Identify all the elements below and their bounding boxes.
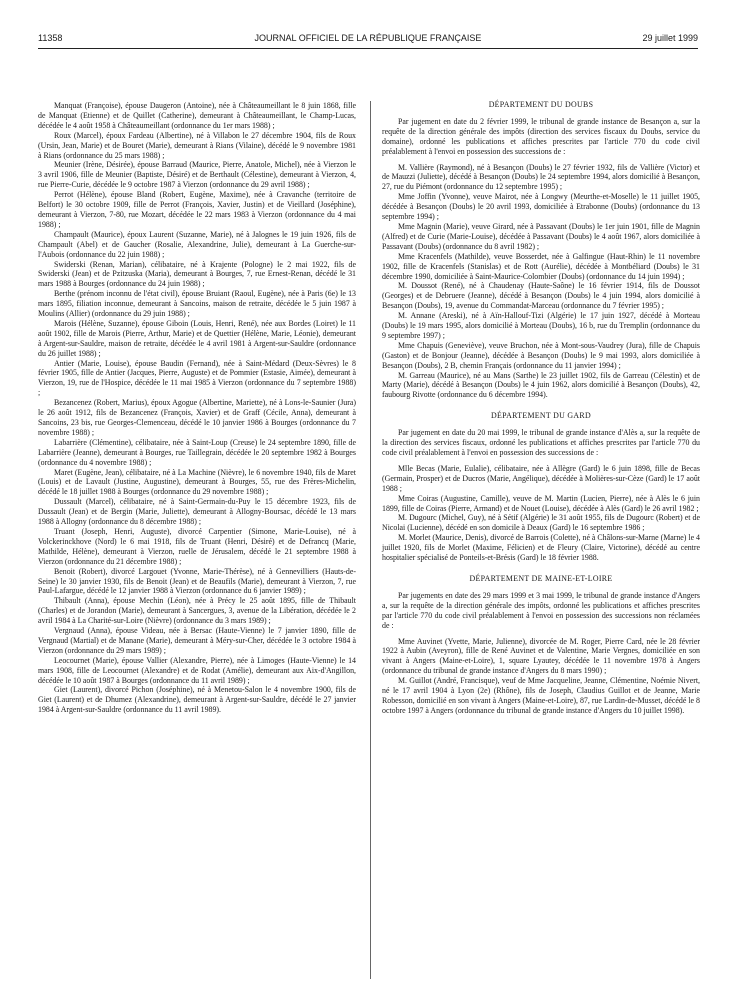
department-section <box>382 411 700 563</box>
succession-entry: Mme Chapuis (Geneviève), veuve Bruchon, née à Mont-sous-Vaudrey (Jura), fille de Chapuis (Gaston) et de Bonjour (Jeanne), décédée à Besançon (Doubs) le 9 mai 1993, alors domiciliée à Besançon (Doubs), 2 B, chemin Français (ordonnance du 11 janvier 1994) ; <box>382 340 700 370</box>
succession-entry: M. Doussot (René), né à Chaudenay (Haute-Saône) le 16 février 1914, fils de Doussot (Georges) et de Debruere (Jeanne), décédé à Besançon (Doubs) le 4 juin 1994, alors domicilié à Besançon (Doubs), 19, avenue du Commandat-Marceau (ordonnance du 7 février 1995) ; <box>382 281 700 311</box>
succession-entry: M. Morlet (Maurice, Denis), divorcé de Barrois (Colette), né à Châlons-sur-Marne (Marne) le 4 juillet 1920, fils de Morlet (Maxime, Félicien) et de Fleury (Claire, Victorine), décédé au centre hospitalier spécialisé de Ponteils-et-Brésis (Gard) le 18 février 1988. <box>382 533 700 563</box>
judgment-intro: Par jugement en date du 20 mai 1999, le tribunal de grande instance d'Alès a, sur la requête de la direction des services fiscaux, ordonné les publications et affiches prescrites par l'article 770 du code civil préalablement à l'envoi en possession des successions de : <box>382 428 700 457</box>
issue-date: 29 juillet 1999 <box>642 33 698 43</box>
succession-entry: Labarrière (Clémentine), célibataire, née à Saint-Loup (Creuse) le 24 septembre 1890, fille de Labarrière (Jeanne), demeurant à Bourges, rue Taillegrain, décédée le 20 septembre 1982 à Bourges (ordonnance du 4 novembre 1988) ; <box>38 437 356 467</box>
column-divider <box>370 101 371 979</box>
page-number: 11358 <box>38 33 63 43</box>
succession-entry: Berthe (prénom inconnu de l'état civil), épouse Bruiant (Raoul, Eugène), née à Paris (6e) le 13 mars 1895, filiation inconnue, demeurant à Sancoins, maison de retraite, décédée le 5 juin 1987 à Moulins (Allier) (ordonnance du 29 juin 1988) ; <box>38 289 356 319</box>
succession-entry: Mme Coiras (Augustine, Camille), veuve de M. Martin (Lucien, Pierre), née à Alès le 6 juin 1899, fille de Coiras (Pierre, Armand) et de Nouet (Louise), décédée à Alès (Gard) le 26 avril 1982 ; <box>382 493 700 513</box>
judgment-intro: Par jugement en date du 2 février 1999, le tribunal de grande instance de Besançon a, sur la requête de la direction générale des impôts (direction des services fiscaux du Doubs, service du domaine), ordonné les publications et affiches prescrites par l'article 770 du code civil préalablement à l'envoi en possession des successions de : <box>382 116 700 156</box>
succession-entry: M. Garreau (Maurice), né au Mans (Sarthe) le 23 juillet 1902, fils de Garreau (Célestin) et de Marty (Marie), décédé à Besançon (Doubs) le 4 juin 1962, alors domicilié à Besançon (Doubs), 42, faubourg Rivotte (ordonnance du 6 décembre 1994). <box>382 370 700 400</box>
succession-entry: M. Vallière (Raymond), né à Besançon (Doubs) le 27 février 1932, fils de Vallière (Victor) et de Mauzzi (Juliette), décédé à Besançon (Doubs) le 24 septembre 1994, alors domicilié à Besançon, 27, rue du Piémont (ordonnance du 12 septembre 1995) ; <box>382 162 700 192</box>
succession-entry: Leocournet (Marie), épouse Vallier (Alexandre, Pierre), née à Limoges (Haute-Vienne) le 14 mars 1908, fille de Leocournet (Alexandre) et de Rodat (Amélie), demeurant aux Aix-d'Angillon, décédée le 10 août 1987 à Bourges (ordonnance du 11 avril 1989) ; <box>38 655 356 685</box>
judgment-intro: Par jugements en date des 29 mars 1999 et 3 mai 1999, le tribunal de grande instance d'Angers a, sur la requête de la direction générale des impôts, ordonné les publications et affiches prescrites par l'article 770 du code civil préalablement à l'envoi en possession des successions non réclamées de : <box>382 590 700 630</box>
succession-entry: Maret (Eugène, Jean), célibataire, né à La Machine (Nièvre), le 6 novembre 1940, fils de Maret (Louis) et de Lavault (Justine, Augustine), demeurant à Bourges, 55, rue des Frères-Michelin, décédé le 18 juillet 1988 à Bourges (ordonnance du 29 novembre 1988) ; <box>38 467 356 497</box>
succession-entry: Vergnaud (Anna), épouse Videau, née à Bersac (Haute-Vienne) le 7 janvier 1890, fille de Vergnaud (Martial) et de Manane (Marie), demeurant à Méry-sur-Cher, décédée le 3 octobre 1984 à Vierzon (ordonnance du 29 mars 1989) ; <box>38 626 356 655</box>
succession-entry: Roux (Marcel), époux Fardeau (Albertine), né à Villabon le 27 décembre 1904, fils de Roux (Ursin, Jean, Marie) et de Bouret (Marie), demeurant à Rians (Vilaine), décédé le 9 novembre 1981 à Rians (ordonnance du 25 mars 1988) ; <box>38 130 356 160</box>
journal-title: JOURNAL OFFICIEL DE LA RÉPUBLIQUE FRANÇAISE <box>254 33 482 43</box>
succession-entry: Mme Magnin (Marie), veuve Girard, née à Passavant (Doubs) le 1er juin 1901, fille de Magnin (Alfred) et de Curie (Marie-Louise), décédée à Passavant (Doubs) le 4 août 1967, alors domiciliée à Passavant (Doubs) (ordonnance du 8 avril 1982) ; <box>382 221 700 251</box>
succession-entry: Mme Kracenfels (Mathilde), veuve Bosserdet, née à Galfingue (Haut-Rhin) le 11 novembre 1902, fille de Kracenfels (Stanislas) et de Rott (Aurélie), décédée à Montbéliard (Doubs) le 31 décembre 1990, domiciliée à Saint-Maurice-Colombier (Doubs) (ordonnance du 14 juin 1994) ; <box>382 251 700 281</box>
department-heading: DÉPARTEMENT DE MAINE-ET-LOIRE <box>469 573 613 583</box>
department-section <box>382 100 700 400</box>
succession-entry: Giet (Laurent), divorcé Pichon (Joséphine), né à Menetou-Salon le 4 novembre 1900, fils de Giet (Laurent) et de Dhumez (Alexandrine), demeurant à Argent-sur-Sauldre, décédé le 27 janvier 1984 à Argent-sur-Sauldre (ordonnance du 11 avril 1989). <box>38 685 356 715</box>
header-rule <box>38 48 698 49</box>
department-heading: DÉPARTEMENT DU GARD <box>491 411 591 421</box>
succession-entry: Antier (Marie, Louise), épouse Baudin (Fernand), née à Saint-Médard (Deux-Sèvres) le 8 février 1905, fille de Antier (Jacques, Pierre, Auguste) et de Pommier (Estasie, Aimée), demeurant à Vierzon, 19, rue de l'Hospice, décédée le 11 mai 1985 à Vierzon (ordonnance du 7 septembre 1988) ; <box>38 358 356 398</box>
right-column <box>382 100 700 727</box>
left-column <box>38 101 356 715</box>
succession-entry: Mme Auvinet (Yvette, Marie, Julienne), divorcée de M. Roger, Pierre Card, née le 28 février 1922 à Aubin (Aveyron), fille de René Auvinet et de Valentine, Marie Vergnes, domiciliée en son vivant à Angers (Maine-et-Loire), 1, square Lyautey, décédée le 11 novembre 1978 à Angers (ordonnance du tribunal de grande instance d'Angers du 8 mars 1990) ; <box>382 636 700 676</box>
succession-entry: Meunier (Irène, Désirée), épouse Barraud (Maurice, Pierre, Anatole, Michel), née à Vierzon le 3 avril 1906, fille de Meunier (Baptiste, Désiré) et de Berthault (Célestine), demeurant à Vierzon, 4, rue Pierre-Curie, décédée le 9 octobre 1987 à Vierzon (ordonnance du 29 avril 1988) ; <box>38 160 356 190</box>
page-header <box>38 33 698 47</box>
succession-entry: Swiderski (Renan, Marian), célibataire, né à Krajente (Pologne) le 2 mai 1922, fils de Swiderski (Jean) et de Pzitzuska (Maria), demeurant à Bourges, 7, rue Ernest-Renan, décédé le 31 mars 1988 à Bourges (ordonnance du 24 juin 1988) ; <box>38 259 356 289</box>
succession-entry: Manquat (Françoise), épouse Daugeron (Antoine), née à Châteaumeillant le 8 juin 1868, fille de Manquat (Etienne) et de Quillet (Catherine), demeurant à Châteaumeillant, le Champ-Lucas, décédée le 4 août 1958 à Châteaumeillant (ordonnance du 1er mars 1988) ; <box>38 101 356 130</box>
succession-entry: Mlle Becas (Marie, Eulalie), célibataire, née à Allègre (Gard) le 6 juin 1898, fille de Becas (Germain, Prosper) et de Ducros (Marie, Angélique), décédée à Molières-sur-Cèze (Gard) le 17 août 1988 ; <box>382 463 700 493</box>
succession-entry: Champault (Maurice), époux Laurent (Suzanne, Marie), né à Jalognes le 19 juin 1926, fils de Champault (Abel) et de Gaucher (Rosalie, Alexandrine, Julie), demeurant à La Guerche-sur-l'Aubois (ordonnance du 22 juin 1988) ; <box>38 229 356 259</box>
succession-entry: Marois (Hélène, Suzanne), épouse Giboin (Louis, Henri, René), née aux Bordes (Loiret) le 11 août 1902, fille de Marois (Pierre, Arthur, Marie) et de Quettier (Hélène, Marie, Léonie), demeurant à Argent-sur-Sauldre, maison de retraite, décédée le 4 avril 1981 à Argent-sur-Sauldre (ordonnance du 26 juillet 1988) ; <box>38 318 356 358</box>
department-heading: DÉPARTEMENT DU DOUBS <box>488 100 594 109</box>
succession-entry: Dussault (Marcel), célibataire, né à Saint-Germain-du-Puy le 15 décembre 1923, fils de Dussault (Jean) et de Bergin (Marie, Juliette), demeurant à Allogny-Boursac, décédé le 13 mars 1988 à Allogny (ordonnance du 8 décembre 1988) ; <box>38 497 356 527</box>
succession-entry: M. Dugourc (Michel, Guy), né à Sétif (Algérie) le 31 août 1955, fils de Dugourc (Robert) et de Nicolai (Lucienne), décédé en son domicile à Deaux (Gard) le 16 septembre 1986 ; <box>382 513 700 533</box>
department-section <box>382 574 700 716</box>
succession-entry: M. Guillot (André, Francisque), veuf de Mme Jacqueline, Jeanne, Clémentine, Noémie Nivert, né le 17 avril 1904 à Lyon (2e) (Rhône), fils de Joseph, Claudius Guillot et de Jeanne, Marie Robesson, domicilié en son vivant à Angers (Maine-et-Loire), 87, rue Lardin-de-Musset, décédé le 8 octobre 1997 à Angers (ordonnance du tribunal de grande instance d'Angers du 10 juillet 1998). <box>382 676 700 715</box>
succession-entry: M. Annane (Areski), né à Aïn-Hallouf-Tizi (Algérie) le 17 juin 1927, décédé à Morteau (Doubs) le 19 mars 1995, alors domicilié à Morteau (Doubs), 16 b, rue du Tremplin (ordonnance du 9 septembre 1997) ; <box>382 311 700 340</box>
succession-entry: Thibault (Anna), épouse Mechin (Léon), née à Précy le 25 août 1895, fille de Thibault (Charles) et de Jorandon (Marie), demeurant à Sancergues, 3, avenue de la Libération, décédée le 2 avril 1984 à La Charité-sur-Loire (Nièvre) (ordonnance du 3 mars 1989) ; <box>38 596 356 626</box>
succession-entry: Mme Joffin (Yvonne), veuve Mairot, née à Longwy (Meurthe-et-Moselle) le 11 juillet 1905, décédée à Besançon (Doubs) le 20 avril 1993, domiciliée à Etrabonne (Doubs) (ordonnance du 13 septembre 1994) ; <box>382 192 700 222</box>
succession-entry: Bezancenez (Robert, Marius), époux Agogue (Albertine, Mariette), né à Lons-le-Saunier (Jura) le 26 août 1912, fils de Bezancenez (François, Xavier) et de Graff (Cécile, Anna), demeurant à Sancoins, 23 bis, rue Georges-Clemenceau, décédé le 10 janvier 1986 à Bourges (ordonnance du 7 novembre 1988) ; <box>38 398 356 437</box>
succession-entry: Truant (Joseph, Henri, Auguste), divorcé Carpentier (Simone, Marie-Louise), né à Volckerinckhove (Nord) le 6 mai 1918, fils de Truant (Henri, Désiré) et de Defrancq (Marie, Mathilde, Hélène), demeurant à Vierzon, ruelle de Jérusalem, décédé le 21 septembre 1988 à Vierzon (ordonnance du 21 décembre 1988) ; <box>38 526 356 566</box>
succession-entry: Benoit (Robert), divorcé Largouet (Yvonne, Marie-Thérèse), né à Gennevilliers (Hauts-de-Seine) le 30 janvier 1930, fils de Benoit (Jean) et de Beaufils (Marie), demeurant à Vierzon, 7, rue Paul-Lafargue, décédé le 12 janvier 1988 à Vierzon (ordonnance du 6 janvier 1989) ; <box>38 566 356 596</box>
succession-entry: Perrot (Hélène), épouse Bland (Robert, Eugène, Maxime), née à Cravanche (territoire de Belfort) le 30 octobre 1909, fille de Perrot (François, Xavier, Justin) et de Vieillard (Joséphine), demeurant à Vierzon, 7-80, rue Mozart, décédée le 22 mars 1983 à Vierzon (ordonnance du 4 mai 1988) ; <box>38 190 356 229</box>
